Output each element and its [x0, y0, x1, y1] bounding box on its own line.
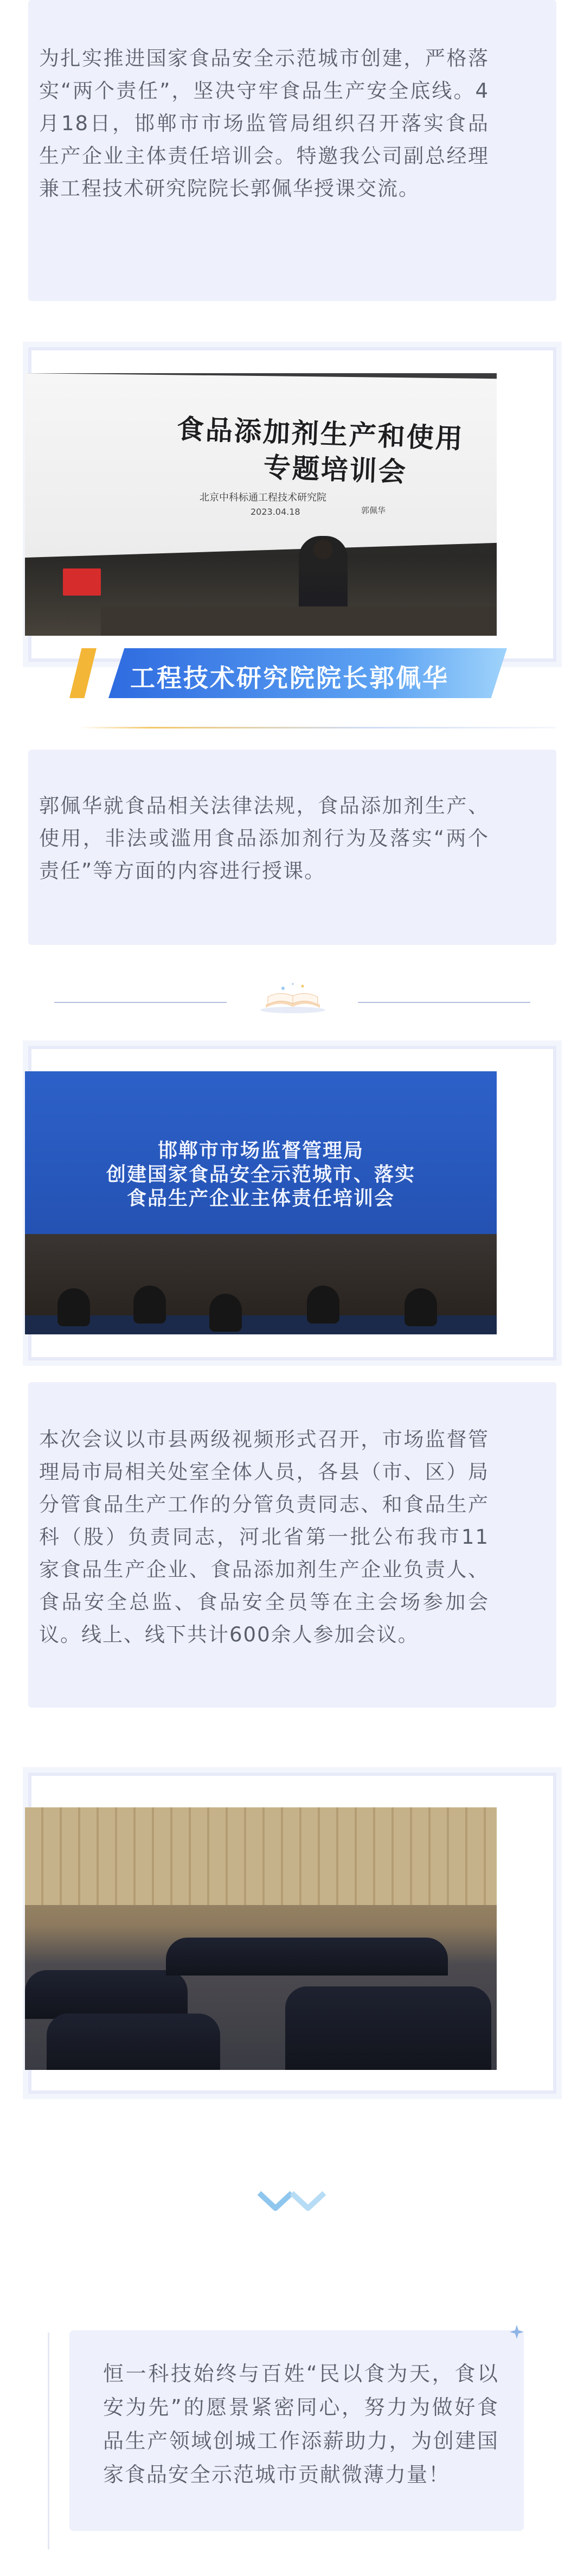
divider-right [358, 1002, 530, 1003]
photo2-screen-line-3: 食品生产企业主体责任培训会 [126, 1187, 395, 1210]
meeting-paragraph: 本次会议以市县两级视频形式召开，市场监督管理局市局相关处室全体人员，各县（市、区）局分管食品生产工作的分管负责同志、和食品生产科（股）负责同志，河北省第一批公布我市11家食品生产企业、食品添加剂生产企业负责人、食品安全总监、食品安全员等在主会场参加会议。线上、线下共计600余人参加会议。 [39, 1428, 489, 1646]
intro-paragraph: 为扎实推进国家食品安全示范城市创建，严格落实“两个责任”，坚决守牢食品生产安全底线。4月18日，邯郸市市场监管局组织召开落实食品生产企业主体责任培训会。特邀我公司副总经理兼工程技术研究院院长郭佩华授课交流。 [39, 47, 489, 200]
audience-head [405, 1288, 437, 1326]
audience-head [57, 1288, 90, 1326]
divider-left [54, 1002, 227, 1003]
photo-audience [25, 1807, 497, 2070]
audience-head [209, 1294, 242, 1332]
audience-row [47, 2014, 220, 2070]
photo2-screen-line-1: 邯郸市市场监督管理局 [157, 1140, 364, 1162]
banner-underline [79, 727, 556, 728]
audience-row [166, 1938, 448, 1976]
photo1-logo [63, 568, 101, 596]
audience-row [285, 1986, 491, 2070]
photo2-screen-line-2: 创建国家食品安全示范城市、落实 [106, 1164, 415, 1186]
photo1-podium [101, 606, 497, 636]
photo1-speaker-figure [299, 536, 348, 612]
audience-head [307, 1286, 339, 1324]
photo1-screen-title-2: 专题培训会 [262, 451, 408, 488]
lecture-paragraph: 郭佩华就食品相关法律法规，食品添加剂生产、使用，非法或滥用食品添加剂行为及落实“两个责任”等方面的内容进行授课。 [39, 794, 489, 883]
photo1-screen-org: 北京中科标通工程技术研究院 [200, 492, 326, 503]
photo-conference-hall [25, 1071, 497, 1334]
speaker-banner-label: 工程技术研究院院长郭佩华 [130, 663, 449, 693]
closing-left-rule [48, 2332, 49, 2549]
photo1-screen-speaker: 郭佩华 [361, 506, 386, 515]
closing-paragraph: 恒一科技始终与百姓“民以食为天，食以安为先”的愿景紧密同心，努力为做好食品生产领域创城工作添薪助力，为创建国家食品安全示范城市贡献微薄力量！ [103, 2362, 499, 2486]
photo1-screen-date: 2023.04.18 [251, 507, 300, 517]
book-icon [255, 982, 331, 1014]
sparkle-icon [509, 2324, 525, 2340]
photo-training-lecture [25, 373, 497, 636]
audience-row [25, 1970, 188, 2019]
audience-head [133, 1286, 166, 1324]
double-chevron-down-icon [254, 2188, 330, 2215]
photo1-screen-title-1: 食品添加剂生产和使用 [176, 413, 465, 455]
